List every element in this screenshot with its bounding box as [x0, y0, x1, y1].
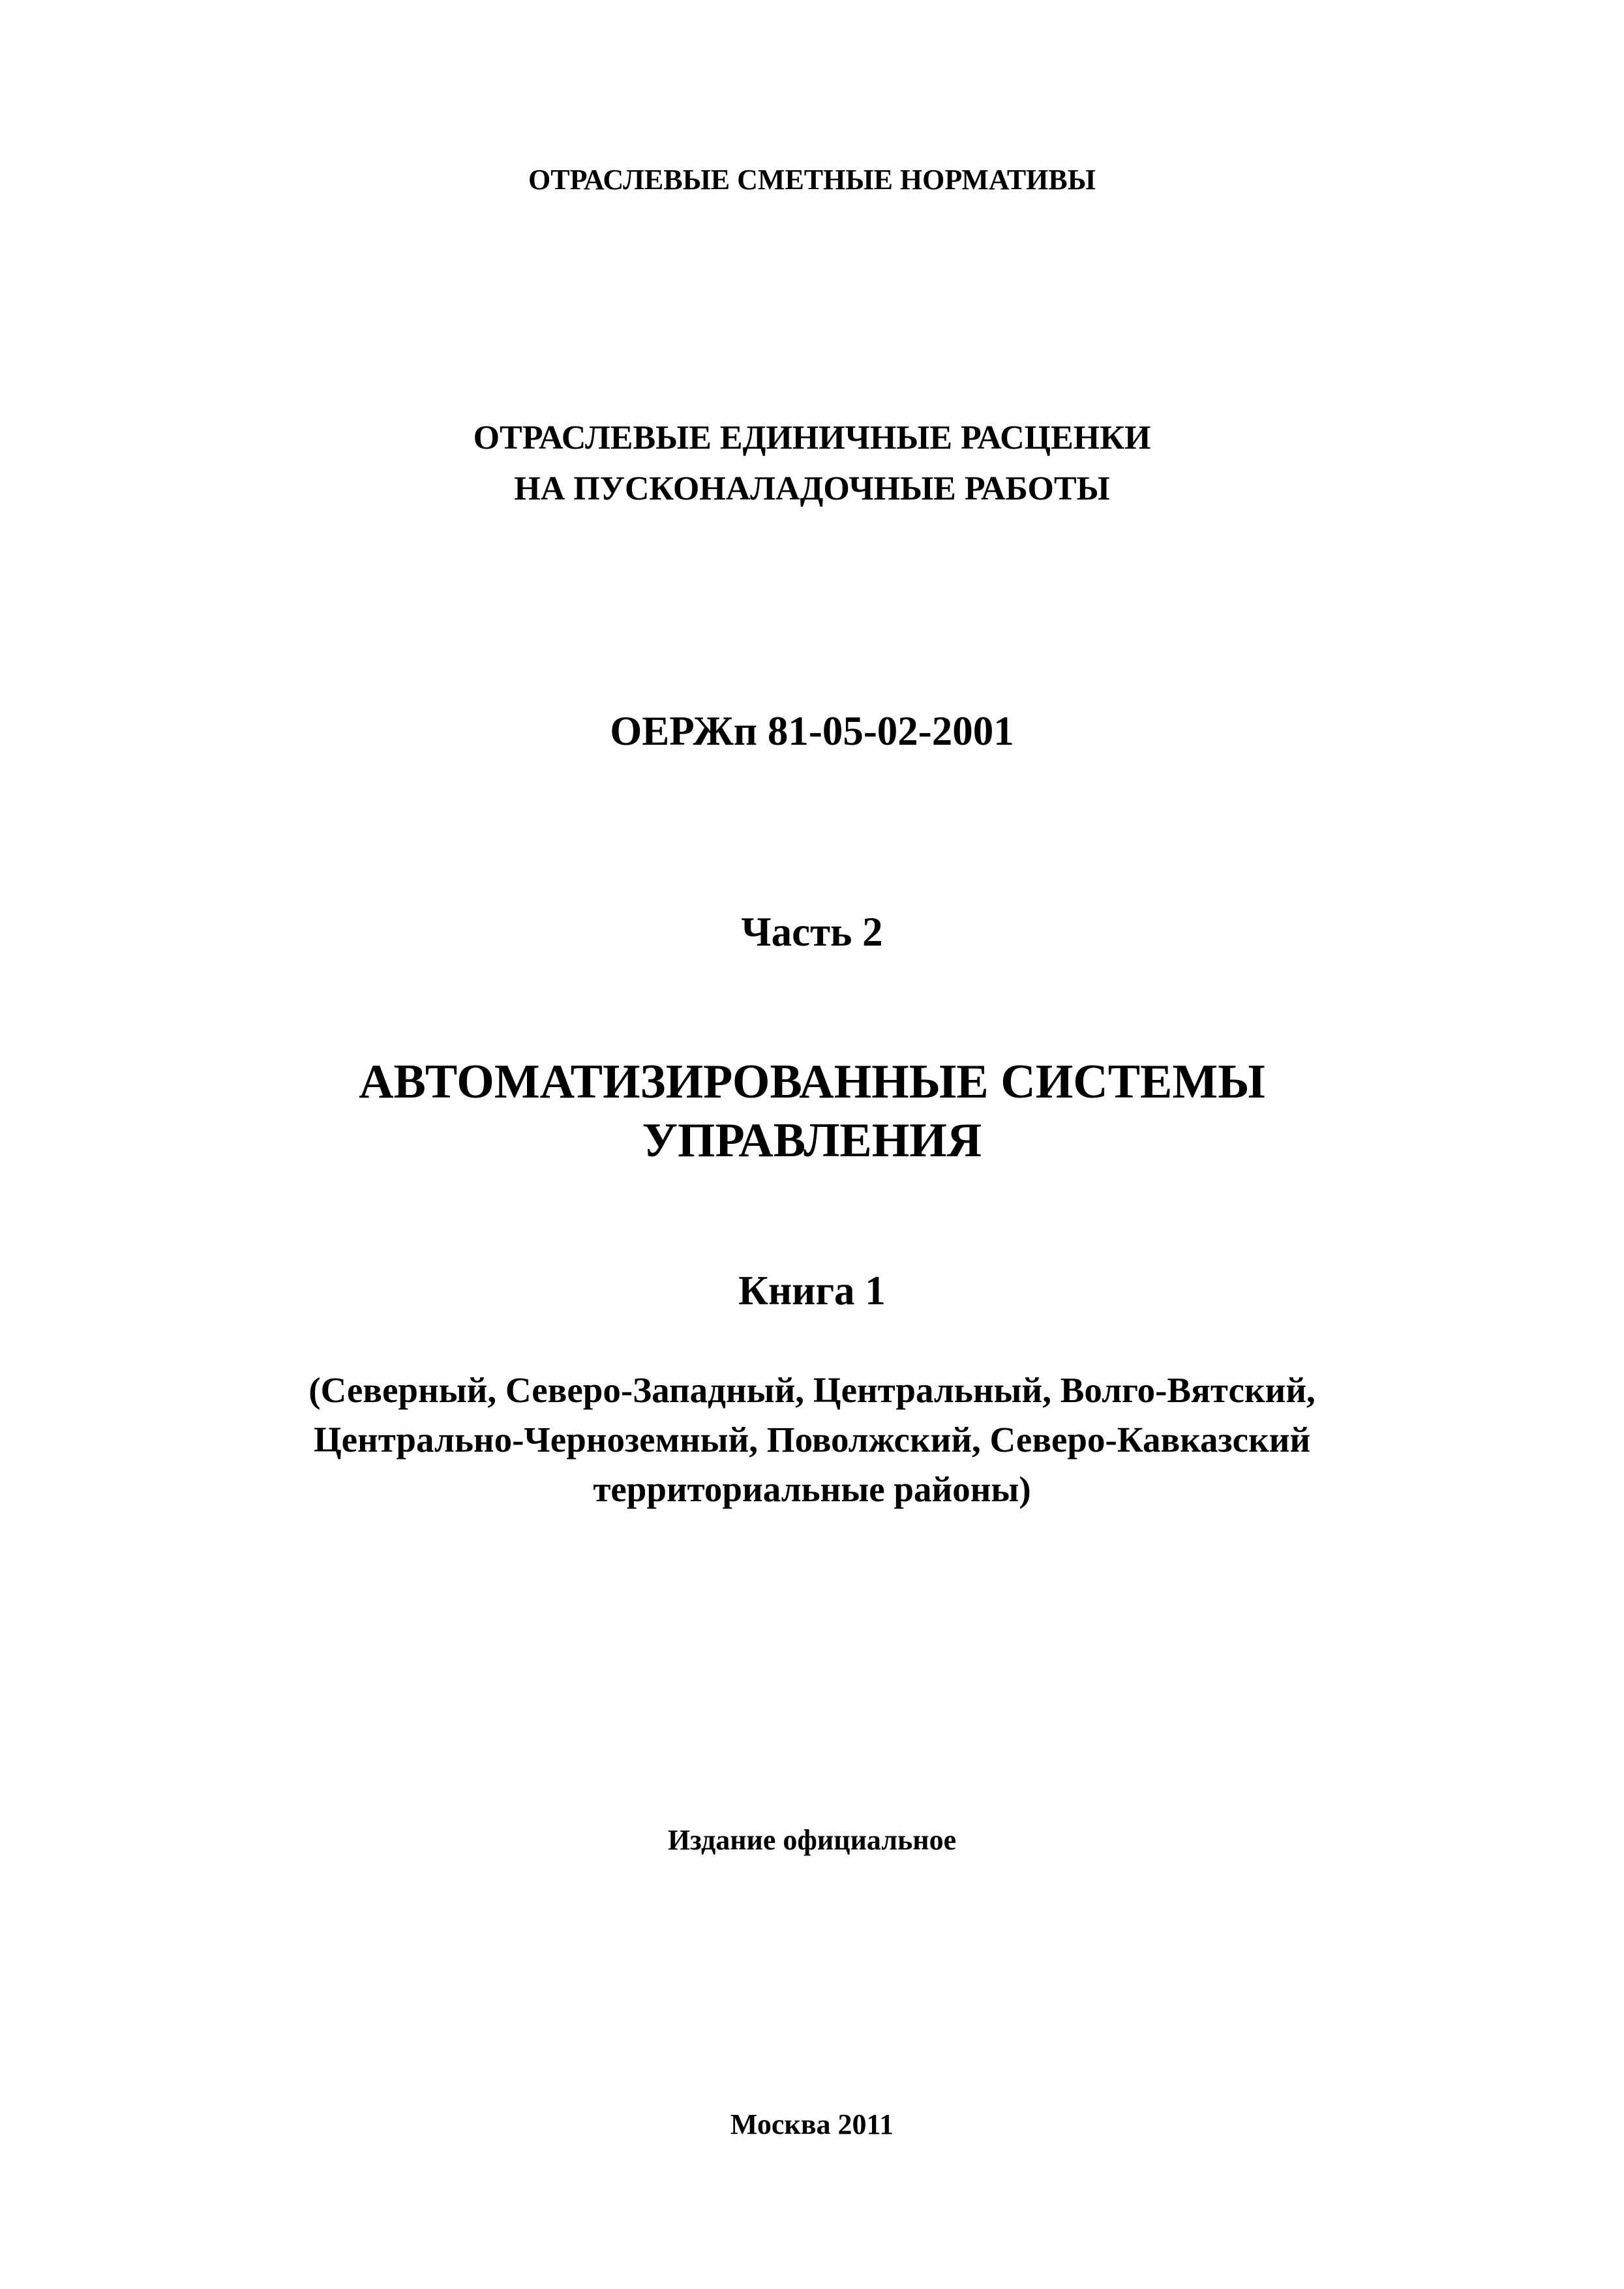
subject-title-line-2: УПРАВЛЕНИЯ	[642, 1114, 982, 1167]
edition-note: Издание официальное	[667, 1824, 957, 1856]
document-code: ОЕРЖп 81-05-02-2001	[610, 708, 1014, 754]
document-title-line-1: ОТРАСЛЕВЫЕ ЕДИНИЧНЫЕ РАСЦЕНКИ	[473, 419, 1151, 456]
series-title: ОТРАСЛЕВЫЕ СМЕТНЫЕ НОРМАТИВЫ	[528, 164, 1096, 196]
imprint-city-year: Москва 2011	[730, 2108, 894, 2140]
subject-title-line-1: АВТОМАТИЗИРОВАННЫЕ СИСТЕМЫ	[359, 1055, 1265, 1109]
regions-line-2: Центрально-Черноземный, Поволжский, Северо-Кавказский	[313, 1420, 1311, 1459]
part-number: Часть 2	[741, 909, 883, 955]
regions-line-3: территориальные районы)	[593, 1469, 1031, 1509]
document-title-line-2: НА ПУСКОНАЛАДОЧНЫЕ РАБОТЫ	[514, 470, 1110, 507]
regions-line-1: (Северный, Северо-Западный, Центральный, Волго-Вятский,	[308, 1370, 1316, 1410]
book-number: Книга 1	[738, 1268, 886, 1313]
